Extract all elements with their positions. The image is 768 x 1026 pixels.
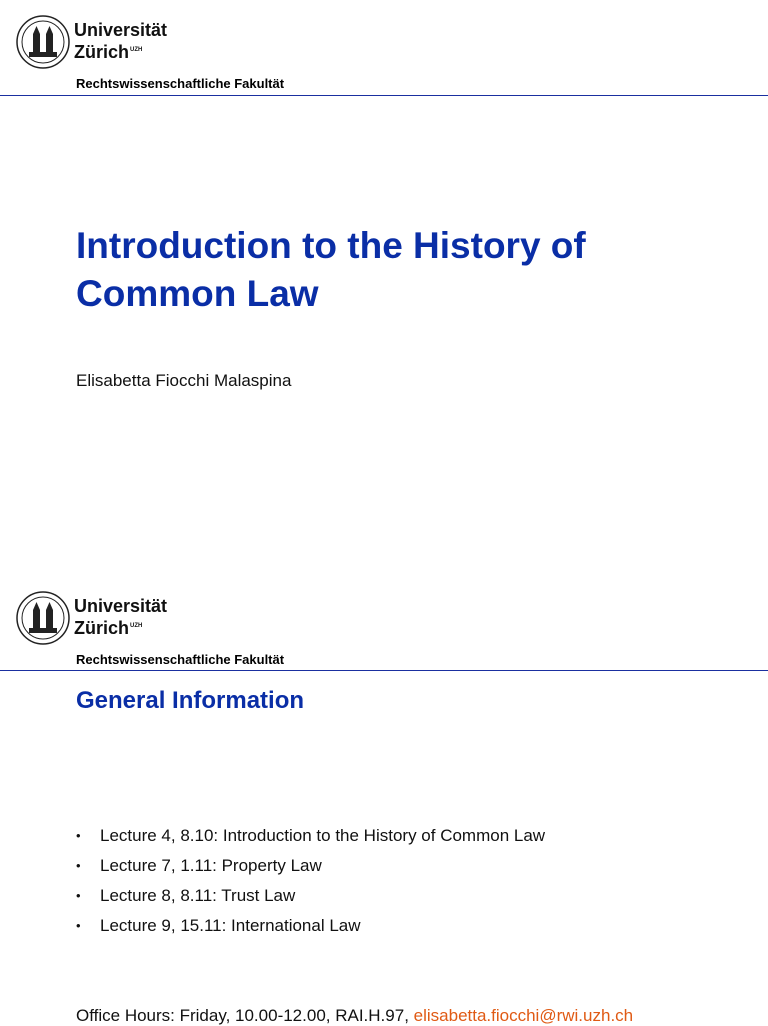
university-name-line2-wrap bbox=[74, 40, 167, 62]
lecture-text: Lecture 8, 8.11: Trust Law bbox=[100, 886, 296, 905]
author-name: Elisabetta Fiocchi Malaspina bbox=[76, 371, 292, 390]
lecture-text: Lecture 9, 15.11: International Law bbox=[100, 916, 361, 935]
lecture-list bbox=[76, 821, 545, 941]
list-item bbox=[76, 821, 545, 851]
list-item bbox=[76, 851, 545, 881]
university-name-line2: Zürich bbox=[74, 618, 130, 638]
list-item bbox=[76, 911, 545, 941]
university-name bbox=[74, 596, 167, 638]
info-slide bbox=[0, 576, 768, 1024]
header-divider bbox=[0, 670, 768, 671]
office-hours-text: Office Hours: Friday, 10.00-12.00, RAI.H.97, bbox=[76, 1006, 409, 1025]
uzh-superscript: UZH bbox=[130, 47, 143, 53]
bullet-icon: • bbox=[76, 828, 81, 843]
bullet-icon: • bbox=[76, 888, 81, 903]
uzh-superscript: UZH bbox=[130, 623, 143, 629]
university-name-line1: Universität bbox=[74, 596, 168, 616]
section-heading: General Information bbox=[76, 687, 305, 714]
university-name bbox=[74, 20, 167, 62]
university-name-line2: Zürich bbox=[74, 42, 130, 62]
office-hours bbox=[76, 1006, 633, 1026]
university-seal-icon bbox=[15, 14, 71, 70]
bullet-icon: • bbox=[76, 918, 81, 933]
university-name-line1: Universität bbox=[74, 20, 168, 40]
university-logo bbox=[15, 590, 185, 646]
list-item bbox=[76, 881, 545, 911]
faculty-name: Rechtswissenschaftliche Fakultät bbox=[76, 652, 285, 667]
university-name-line2-wrap bbox=[74, 616, 167, 638]
slide-title: Introduction to the History of Common Law bbox=[76, 225, 586, 314]
faculty-name: Rechtswissenschaftliche Fakultät bbox=[76, 76, 285, 91]
lecture-text: Lecture 4, 8.10: Introduction to the History of Common Law bbox=[100, 826, 546, 845]
university-logo bbox=[15, 14, 185, 70]
bullet-icon: • bbox=[76, 858, 81, 873]
university-seal-icon bbox=[15, 590, 71, 646]
lecture-text: Lecture 7, 1.11: Property Law bbox=[100, 856, 322, 875]
header-divider bbox=[0, 95, 768, 96]
email-link[interactable]: elisabetta.fiocchi@rwi.uzh.ch bbox=[413, 1006, 634, 1025]
